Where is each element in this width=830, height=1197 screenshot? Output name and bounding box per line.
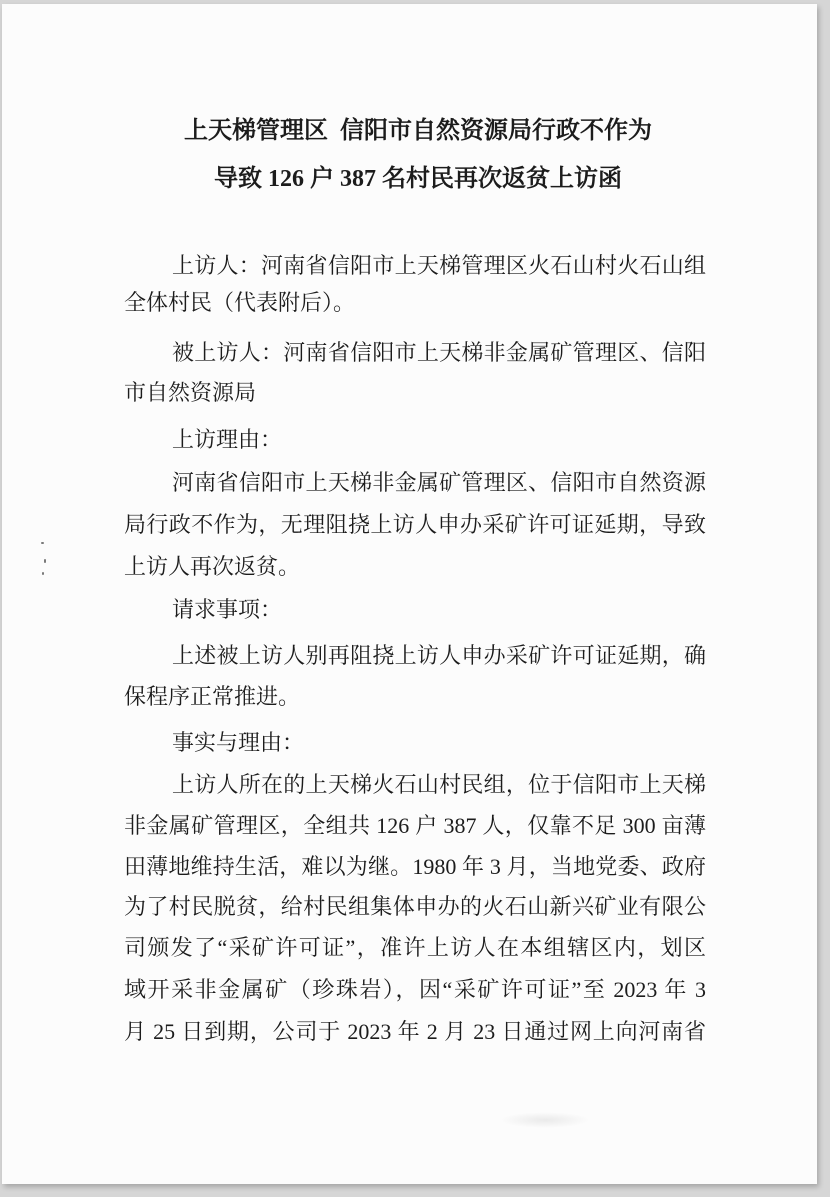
facts-heading: 事实与理由： bbox=[172, 730, 305, 755]
text-line: 河南省信阳市上天梯非金属矿管理区、信阳市自然资源 bbox=[172, 470, 706, 495]
scan-smudge bbox=[500, 1112, 590, 1128]
text-line: 全体村民（代表附后）。 bbox=[124, 290, 356, 315]
text-line: 非金属矿管理区，全组共 126 户 387 人，仅靠不足 300 亩薄 bbox=[124, 813, 706, 838]
reason-heading: 上访理由： bbox=[172, 427, 283, 452]
text-line: 上访人所在的上天梯火石山村民组，位于信阳市上天梯 bbox=[172, 772, 706, 797]
text-line: 局行政不作为，无理阻挠上访人申办采矿许可证延期，导致 bbox=[124, 512, 706, 537]
text-line: 域开采非金属矿（珍珠岩），因“采矿许可证”至 2023 年 3 bbox=[124, 977, 706, 1002]
title-line-2: 导致 126 户 387 名村民再次返贫上访函 bbox=[214, 166, 622, 192]
text-line: 田薄地维持生活，难以为继。1980 年 3 月，当地党委、政府 bbox=[124, 854, 706, 879]
title-line-1: 上天梯管理区 信阳市自然资源局行政不作为 bbox=[184, 118, 652, 144]
text-line: 上访人再次返贫。 bbox=[124, 554, 301, 579]
text-line: 司颁发了“采矿许可证”，准许上访人在本组辖区内，划区 bbox=[124, 935, 706, 960]
text-line: 为了村民脱贫，给村民组集体申办的火石山新兴矿业有限公 bbox=[124, 894, 706, 919]
text-line: 保程序正常推进。 bbox=[124, 684, 301, 709]
text-line: 上述被上访人别再阻挠上访人申办采矿许可证延期，确 bbox=[172, 643, 706, 668]
scan-speck bbox=[44, 559, 46, 563]
request-heading: 请求事项： bbox=[172, 597, 283, 622]
text-line: 被上访人：河南省信阳市上天梯非金属矿管理区、信阳 bbox=[172, 340, 706, 365]
text-line: 市自然资源局 bbox=[124, 380, 257, 405]
scan-speck bbox=[42, 572, 44, 575]
text-line: 月 25 日到期，公司于 2023 年 2 月 23 日通过网上向河南省 bbox=[124, 1019, 706, 1044]
scan-speck bbox=[41, 542, 44, 544]
text-line: 上访人：河南省信阳市上天梯管理区火石山村火石山组 bbox=[172, 253, 706, 278]
